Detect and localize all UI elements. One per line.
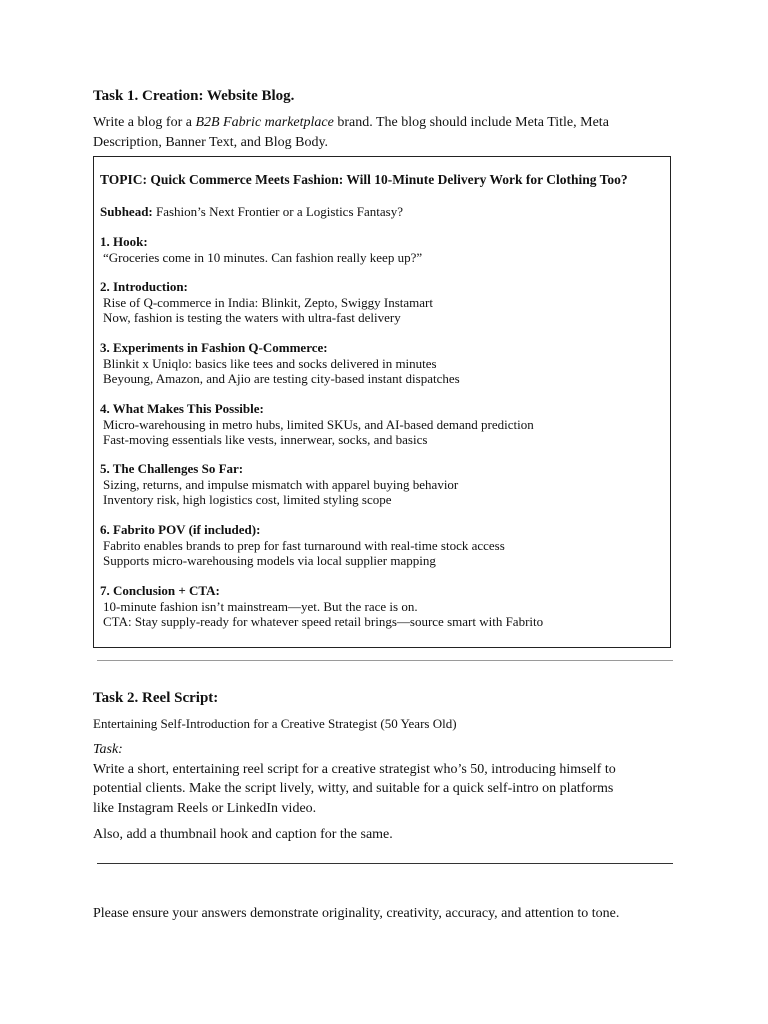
task2-body	[93, 740, 678, 818]
section-line: Micro-warehousing in metro hubs, limited SKUs, and AI-based demand prediction	[103, 416, 534, 432]
section-line: Sizing, returns, and impulse mismatch with apparel buying behavior	[103, 476, 459, 492]
footer-note: Please ensure your answers demonstrate originality, creativity, accuracy, and attention to tone.	[93, 906, 620, 921]
section-experiments	[100, 340, 670, 387]
section-conclusion	[100, 583, 670, 630]
blog-topic: TOPIC: Quick Commerce Meets Fashion: Will 10-Minute Delivery Work for Clothing Too?	[100, 172, 628, 187]
task1-intro-emphasis: B2B Fabric marketplace	[195, 115, 334, 130]
section-line: Inventory risk, high logistics cost, limited styling scope	[103, 492, 392, 507]
section-title: 2. Introduction:	[100, 279, 188, 294]
section-fabrito-pov	[100, 522, 670, 569]
section-line: Fast-moving essentials like vests, innerwear, socks, and basics	[103, 432, 428, 447]
section-title: 1. Hook:	[100, 234, 148, 249]
section-challenges	[100, 461, 670, 508]
divider	[97, 660, 673, 661]
section-line: Supports micro-warehousing models via local supplier mapping	[103, 553, 436, 568]
task1-intro-line2: Description, Banner Text, and Blog Body.	[93, 134, 329, 150]
section-line: “Groceries come in 10 minutes. Can fashion really keep up?”	[103, 249, 423, 265]
divider	[97, 863, 673, 864]
section-line: Rise of Q-commerce in India: Blinkit, Zepto, Swiggy Instamart	[103, 294, 433, 310]
section-line: CTA: Stay supply-ready for whatever speed retail brings—source smart with Fabrito	[103, 614, 544, 629]
task2-body-line: like Instagram Reels or LinkedIn video.	[93, 800, 317, 816]
section-title: 3. Experiments in Fashion Q-Commerce:	[100, 340, 328, 355]
section-title: 6. Fabrito POV (if included):	[100, 522, 261, 537]
task1-heading: Task 1. Creation: Website Blog.	[93, 88, 295, 104]
task2-task-label: Task:	[93, 742, 123, 757]
section-line: Fabrito enables brands to prep for fast turnaround with real-time stock access	[103, 537, 505, 553]
section-line: Blinkit x Uniqlo: basics like tees and socks delivered in minutes	[103, 355, 437, 371]
section-introduction	[100, 279, 670, 326]
blog-outline-box	[93, 156, 671, 648]
section-line: Now, fashion is testing the waters with ultra-fast delivery	[103, 310, 401, 325]
task2-body-line: Write a short, entertaining reel script for a creative strategist who’s 50, introducing himself to	[93, 761, 616, 777]
task2-heading: Task 2. Reel Script:	[93, 690, 219, 706]
section-hook	[100, 234, 670, 265]
task2-extra: Also, add a thumbnail hook and caption for the same.	[93, 827, 393, 842]
section-line: Beyoung, Amazon, and Ajio are testing city-based instant dispatches	[103, 371, 460, 386]
task1-intro-post: brand. The blog should include Meta Title, Meta	[333, 115, 609, 130]
section-title: 5. The Challenges So Far:	[100, 461, 244, 476]
task2-subtitle: Entertaining Self-Introduction for a Creative Strategist (50 Years Old)	[93, 716, 457, 731]
task1-intro-pre: Write a blog for a	[93, 115, 196, 130]
section-title: 7. Conclusion + CTA:	[100, 583, 220, 598]
section-line: 10-minute fashion isn’t mainstream—yet. But the race is on.	[103, 598, 418, 614]
section-what-makes-possible	[100, 401, 670, 448]
task1-intro	[93, 113, 678, 152]
task1-intro-line1	[93, 113, 678, 133]
blog-subhead	[100, 204, 403, 220]
subhead-text: Fashion’s Next Frontier or a Logistics Fantasy?	[152, 204, 403, 219]
subhead-label: Subhead:	[100, 204, 153, 219]
section-title: 4. What Makes This Possible:	[100, 401, 264, 416]
task2-body-line: potential clients. Make the script lively, witty, and suitable for a quick self-intro on platforms	[93, 781, 614, 796]
